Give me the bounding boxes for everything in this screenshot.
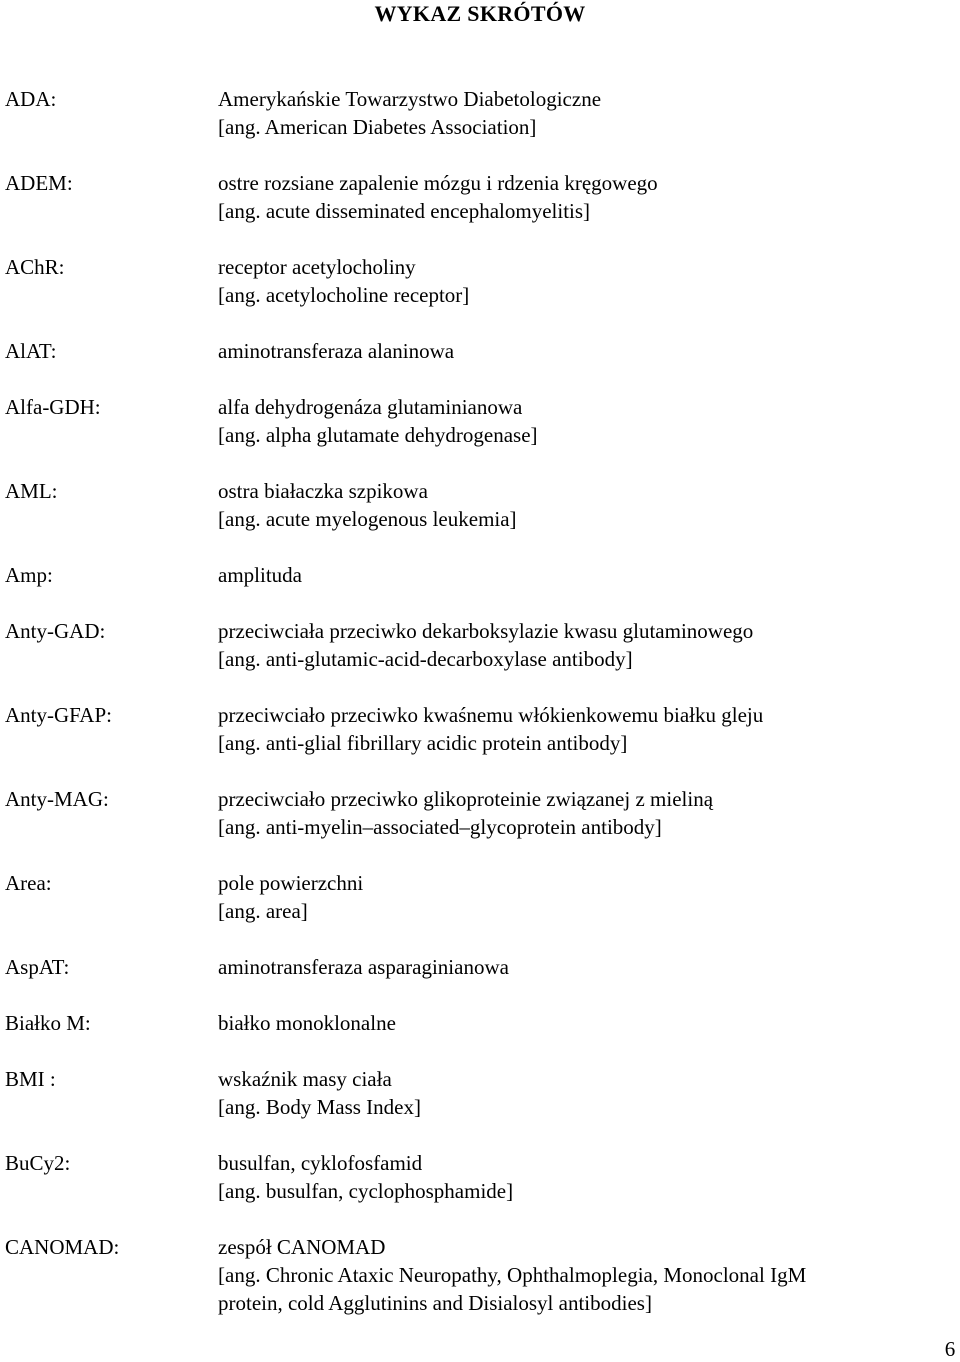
- abbreviation-definition: [218, 337, 938, 365]
- abbreviation-entry: [0, 953, 960, 981]
- definition-line: zespół CANOMAD: [218, 1235, 386, 1259]
- definition-line: [ang. acute myelogenous leukemia]: [218, 507, 517, 531]
- definition-line: wskaźnik masy ciała: [218, 1067, 392, 1091]
- abbreviation-entry: [0, 337, 960, 365]
- definition-line: [ang. Chronic Ataxic Neuropathy, Ophthalmoplegia, Monoclonal IgM: [218, 1263, 807, 1287]
- definition-line: [ang. Body Mass Index]: [218, 1095, 421, 1119]
- definition-line: [ang. anti-glial fibrillary acidic protein antibody]: [218, 731, 628, 755]
- abbreviation-definition: [218, 477, 938, 533]
- definition-line: aminotransferaza asparaginianowa: [218, 955, 509, 979]
- abbreviation-entry: [0, 1233, 960, 1317]
- abbreviation-entry: [0, 393, 960, 449]
- abbreviation-definition: [218, 1065, 938, 1121]
- definition-line: przeciwciało przeciwko glikoproteinie związanej z mieliną: [218, 787, 714, 811]
- abbreviation-entry: [0, 1149, 960, 1205]
- abbreviation-definition: [218, 1233, 938, 1317]
- abbreviation-term: Area:: [5, 871, 52, 895]
- abbreviation-term: Anty-GFAP:: [5, 703, 112, 727]
- abbreviation-entry: [0, 561, 960, 589]
- definition-line: [ang. area]: [218, 899, 308, 923]
- abbreviation-term: AspAT:: [5, 955, 70, 979]
- abbreviation-definition: [218, 1149, 938, 1205]
- abbreviation-entry: [0, 169, 960, 225]
- abbreviation-definition: [218, 561, 938, 589]
- abbreviation-definition: [218, 1009, 938, 1037]
- definition-line: busulfan, cyklofosfamid: [218, 1151, 423, 1175]
- definition-line: białko monoklonalne: [218, 1011, 396, 1035]
- abbreviation-definition: [218, 953, 938, 981]
- definition-line: alfa dehydrogenáza glutaminianowa: [218, 395, 523, 419]
- definition-line: ostre rozsiane zapalenie mózgu i rdzenia kręgowego: [218, 171, 658, 195]
- definition-line: pole powierzchni: [218, 871, 364, 895]
- page-number: 6: [944, 1337, 956, 1361]
- definition-line: receptor acetylocholiny: [218, 255, 416, 279]
- abbreviation-term: AlAT:: [5, 339, 57, 363]
- abbreviation-entry: [0, 1065, 960, 1121]
- definition-line: ostra białaczka szpikowa: [218, 479, 428, 503]
- abbreviation-definition: [218, 393, 938, 449]
- abbreviation-entry: [0, 85, 960, 141]
- abbreviation-term: BMI :: [5, 1067, 56, 1091]
- abbreviation-entry: [0, 701, 960, 757]
- abbreviation-term: BuCy2:: [5, 1151, 71, 1175]
- page-title: WYKAZ SKRÓTÓW: [374, 1, 586, 26]
- abbreviation-definition: [218, 785, 938, 841]
- abbreviation-entry: [0, 617, 960, 673]
- definition-line: protein, cold Agglutinins and Disialosyl antibodies]: [218, 1291, 652, 1315]
- definition-line: [ang. alpha glutamate dehydrogenase]: [218, 423, 538, 447]
- definition-line: [ang. anti-glutamic-acid-decarboxylase antibody]: [218, 647, 633, 671]
- abbreviation-term: Białko M:: [5, 1011, 91, 1035]
- abbreviation-term: ADEM:: [5, 171, 73, 195]
- definition-line: [ang. busulfan, cyclophosphamide]: [218, 1179, 514, 1203]
- abbreviation-definition: [218, 617, 938, 673]
- definition-line: [ang. acute disseminated encephalomyelitis]: [218, 199, 591, 223]
- abbreviation-list: [0, 85, 960, 1317]
- definition-line: Amerykańskie Towarzystwo Diabetologiczne: [218, 87, 602, 111]
- definition-line: [ang. anti-myelin–associated–glycoprotein antibody]: [218, 815, 662, 839]
- abbreviation-definition: [218, 869, 938, 925]
- abbreviation-term: Alfa-GDH:: [5, 395, 101, 419]
- abbreviation-term: ADA:: [5, 87, 57, 111]
- definition-line: amplituda: [218, 563, 302, 587]
- abbreviation-definition: [218, 701, 938, 757]
- abbreviation-definition: [218, 169, 938, 225]
- abbreviation-definition: [218, 253, 938, 309]
- definition-line: [ang. American Diabetes Association]: [218, 115, 537, 139]
- abbreviation-term: AChR:: [5, 255, 65, 279]
- abbreviation-term: Amp:: [5, 563, 53, 587]
- abbreviation-term: Anty-MAG:: [5, 787, 109, 811]
- definition-line: aminotransferaza alaninowa: [218, 339, 455, 363]
- abbreviation-entry: [0, 869, 960, 925]
- definition-line: przeciwciało przeciwko kwaśnemu włókienkowemu białku gleju: [218, 703, 764, 727]
- abbreviation-entry: [0, 785, 960, 841]
- abbreviation-term: Anty-GAD:: [5, 619, 106, 643]
- abbreviation-entry: [0, 253, 960, 309]
- definition-line: przeciwciała przeciwko dekarboksylazie kwasu glutaminowego: [218, 619, 754, 643]
- abbreviation-entry: [0, 1009, 960, 1037]
- abbreviation-entry: [0, 477, 960, 533]
- abbreviation-term: AML:: [5, 479, 58, 503]
- abbreviation-definition: [218, 85, 938, 141]
- abbreviation-term: CANOMAD:: [5, 1235, 120, 1259]
- definition-line: [ang. acetylocholine receptor]: [218, 283, 470, 307]
